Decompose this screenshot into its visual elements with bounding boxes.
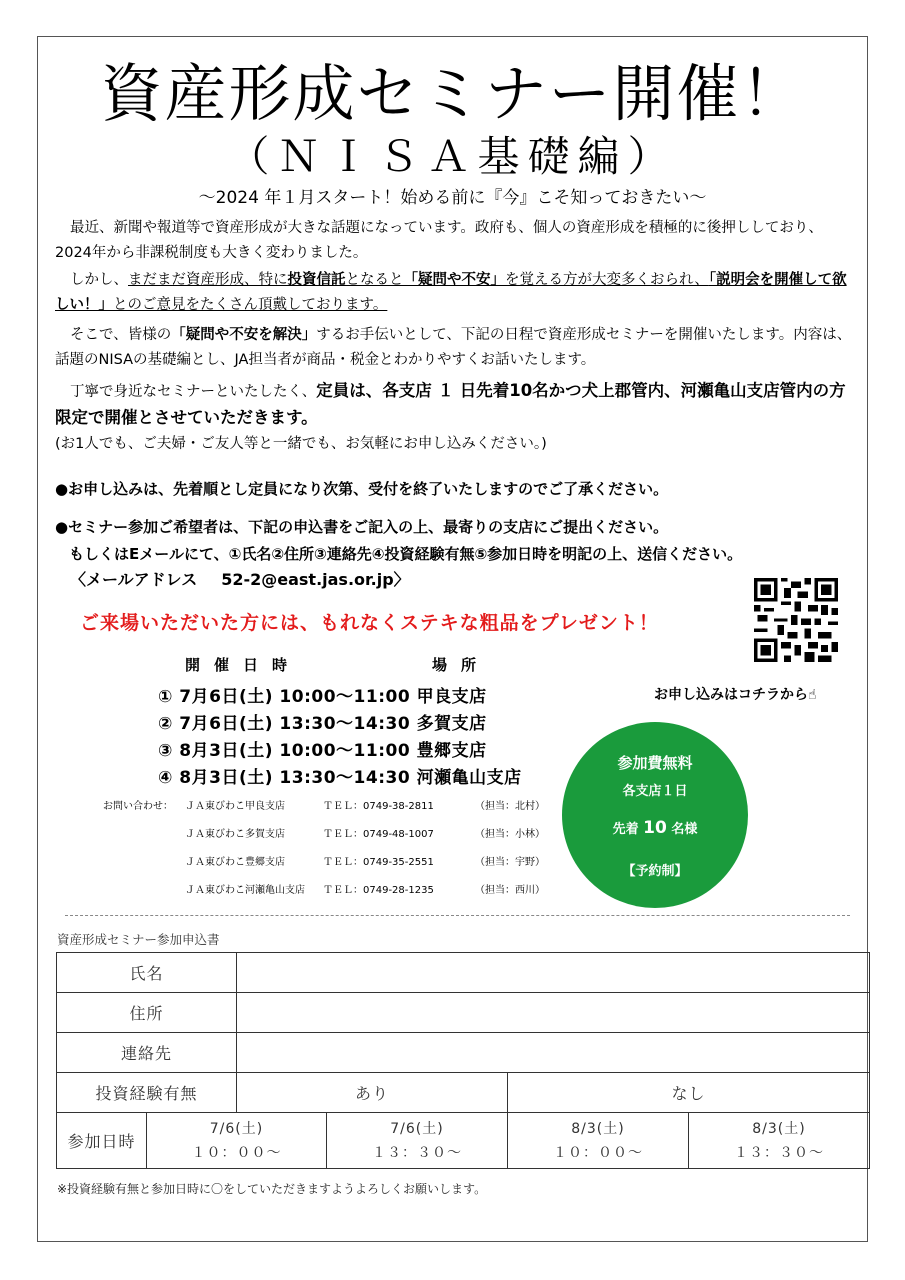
mail-address-link[interactable]: 52-2@east.jas.or.jp〉 xyxy=(221,570,410,589)
intro-paragraph-2: しかし、まだまだ資産形成、特に投資信託となると「疑問や不安」を覚える方が大変多くおられ、「説明会を開催して欲しい！」とのご意見をたくさん頂戴しております。 xyxy=(55,272,847,313)
schedule-row: ① 7月6日(土) 10:00～11:00 甲良支店 xyxy=(158,687,487,707)
badge-line-capacity: 先着 10 名様 xyxy=(612,818,698,838)
contact-tel: ＴＥＬ：0749-28-1235 xyxy=(323,885,434,896)
free-fee-badge xyxy=(562,722,748,908)
contact-label: お問い合わせ： xyxy=(103,801,173,812)
contact-branch: ＪＡ東びわこ河瀬亀山支店 xyxy=(185,885,305,896)
contact-tel: ＴＥＬ：0749-48-1007 xyxy=(323,829,434,840)
form-option-date[interactable]: 8/3(土) １３：３０～ xyxy=(689,1113,870,1169)
form-field-address[interactable] xyxy=(237,993,870,1033)
qr-code[interactable] xyxy=(752,578,840,662)
page-title: 資産形成セミナー開催！ xyxy=(100,57,805,130)
contact-staff: （担当：宇野） xyxy=(475,857,545,868)
intro-paragraph-1: 最近、新聞や報道等で資産形成が大きな話題になっています。政府も、個人の資産形成を積極的に後押ししており、2024年から非課税制度も大きく変わりました。 xyxy=(55,220,823,261)
mail-address: 〈メールアドレス 52-2@east.jas.or.jp〉 xyxy=(70,570,410,589)
schedule-row: ③ 8月3日(土) 10:00～11:00 豊郷支店 xyxy=(158,741,487,761)
form-field-contact[interactable] xyxy=(237,1033,870,1073)
contact-staff: （担当：小林） xyxy=(475,829,545,840)
form-field-name[interactable] xyxy=(237,953,870,993)
contact-tel: ＴＥＬ：0749-35-2551 xyxy=(323,857,434,868)
schedule-header-place: 場所 xyxy=(432,656,491,674)
intro-paragraph-4: 丁寧で身近なセミナーといたしたく、定員は、各支店 １ 日先着10名かつ犬上郡管内、河瀬亀山支店管内の方限定で開催とさせていただきます。 xyxy=(55,381,846,427)
badge-line-per-branch: 各支店１日 xyxy=(622,784,688,799)
badge-line-free: 参加費無料 xyxy=(617,754,693,772)
promo-text: ご来場いただいた方には、もれなくステキな粗品をプレゼント！ xyxy=(80,612,659,634)
contact-staff: （担当：西川） xyxy=(475,885,545,896)
contact-staff: （担当：北村） xyxy=(475,801,545,812)
form-title: 資産形成セミナー参加申込書 xyxy=(57,932,220,947)
form-option-no[interactable]: なし xyxy=(508,1073,870,1113)
page-subtitle: （ＮＩＳＡ基礎編） xyxy=(227,132,678,181)
schedule-row: ④ 8月3日(土) 13:30～14:30 河瀬亀山支店 xyxy=(158,768,522,788)
intro-paragraph-5: (お1人でも、ご夫婦・ご友人等と一緒でも、お気軽にお申し込みください。) xyxy=(55,436,547,452)
form-option-date[interactable]: 7/6(土) １０：００～ xyxy=(147,1113,327,1169)
form-option-date[interactable]: 8/3(土) １０：００～ xyxy=(508,1113,689,1169)
bullet-apply: ●セミナー参加ご希望者は、下記の申込書をご記入の上、最寄りの支店にご提出ください。 もしくはEメールにて、①氏名②住所③連絡先④投資経験有無⑤参加日時を明記の上、送信ください。 xyxy=(55,518,743,563)
contact-branch: ＪＡ東びわこ甲良支店 xyxy=(185,801,285,812)
intro-paragraph-3: そこで、皆様の「疑問や不安を解決」するお手伝いとして、下記の日程で資産形成セミナーを開催いたします。内容は、話題のNISAの基礎編とし、JA担当者が商品・税金とわかりやすくお話いたします。 xyxy=(55,327,852,368)
form-label-contact: 連絡先 xyxy=(57,1033,237,1073)
contact-branch: ＪＡ東びわこ豊郷支店 xyxy=(185,857,285,868)
form-option-date[interactable]: 7/6(土) １３：３０～ xyxy=(327,1113,508,1169)
schedule-row: ② 7月6日(土) 13:30～14:30 多賀支店 xyxy=(158,714,487,734)
contact-tel: ＴＥＬ：0749-38-2811 xyxy=(323,801,434,812)
bullet-first-come: ●お申し込みは、先着順とし定員になり次第、受付を終了いたしますのでご了承ください。 xyxy=(55,480,669,498)
qr-label: お申し込みはコチラから☝ xyxy=(654,687,817,703)
form-label-name: 氏名 xyxy=(57,953,237,993)
application-form xyxy=(56,952,870,1169)
form-label-date: 参加日時 xyxy=(57,1113,147,1169)
form-option-yes[interactable]: あり xyxy=(237,1073,508,1113)
schedule-header-datetime: 開催日時 xyxy=(185,656,302,674)
contact-branch: ＪＡ東びわこ多賀支店 xyxy=(185,829,285,840)
form-label-address: 住所 xyxy=(57,993,237,1033)
badge-line-reservation: 【予約制】 xyxy=(622,864,688,879)
form-note: ※投資経験有無と参加日時に〇をしていただきますようよろしくお願いします。 xyxy=(57,1182,487,1196)
form-label-experience: 投資経験有無 xyxy=(57,1073,237,1113)
tagline: ～2024 年１月スタート！始める前に『今』こそ知っておきたい～ xyxy=(198,188,707,208)
cut-line xyxy=(65,915,850,916)
